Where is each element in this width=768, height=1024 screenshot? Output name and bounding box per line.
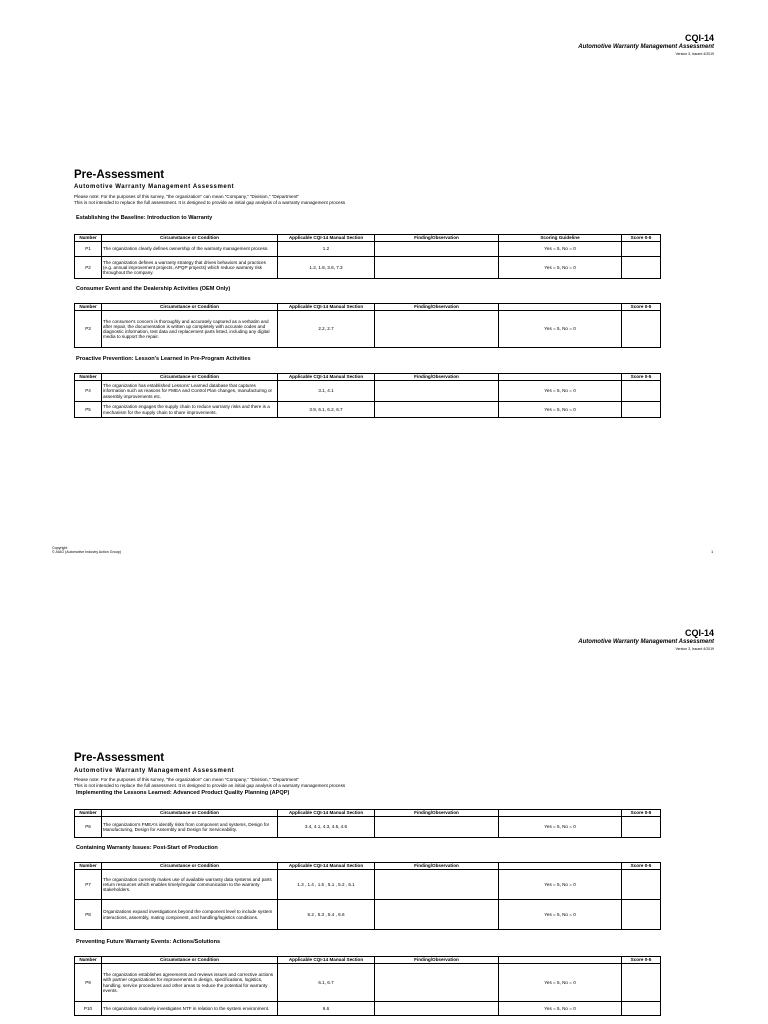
col-header: Score 0-5 — [622, 957, 661, 964]
row-score[interactable] — [622, 257, 661, 279]
col-header: Score 0-5 — [622, 304, 661, 311]
row-score[interactable] — [622, 817, 661, 838]
col-header: Finding/Observation — [375, 957, 499, 964]
col-header: Circumstance or Condition — [102, 863, 278, 870]
row-condition: The organization has established Lessons' Learned database that captures information such as reasons for FMEA and Control Plan changes, manufacturing or assembly improvements etc. — [102, 381, 278, 402]
row-number: P10 — [75, 1002, 102, 1016]
row-manual-section: 5.2 , 5.3 , 5.4 , 6.6 — [278, 900, 375, 930]
doc-subtitle: Automotive Warranty Management Assessment — [578, 639, 714, 645]
doc-code: CQI-14 — [684, 33, 714, 43]
section-title: Proactive Prevention: Lesson's Learned in Pre-Program Activities — [76, 356, 251, 362]
table-row — [75, 242, 661, 257]
row-score[interactable] — [622, 311, 661, 348]
section-title: Consumer Event and the Dealership Activities (OEM Only) — [76, 286, 231, 292]
note-purpose: Please note: For the purposes of this survey, "the organization" can mean "Company," "Division," "Department" — [74, 777, 300, 782]
copyright-label: Copyright — [52, 546, 68, 550]
table-header-row — [75, 304, 661, 311]
row-number: P5 — [75, 402, 102, 418]
row-finding[interactable] — [375, 900, 499, 930]
col-header: Number — [75, 863, 102, 870]
note-disclaimer: This is not intended to replace the full assessment. It is designed to provide an initial gap analysis of a warranty management process — [74, 783, 346, 788]
col-header: Circumstance or Condition — [102, 304, 278, 311]
row-finding[interactable] — [375, 242, 499, 257]
col-header: Score 0-5 — [622, 863, 661, 870]
col-header: Applicable CQI-14 Manual Section — [278, 235, 375, 242]
row-condition: The organization establishes agreements and reviews issues and corrective actions with partner organizations for improvements in design, specifications, logistics, handling, service procedures and other areas to reduce the potential for warranty events. — [102, 964, 278, 1002]
section-title: Establishing the Baseline: Introduction to Warranty — [76, 215, 213, 221]
page-subtitle: Automotive Warranty Management Assessment — [74, 184, 235, 190]
table-header-row — [75, 374, 661, 381]
section-title: Implementing the Lessons Learned: Advanced Product Quality Planning (APQP) — [76, 790, 290, 796]
assessment-table — [74, 234, 661, 279]
col-header — [499, 304, 622, 311]
row-manual-section: 3.1, 4.1 — [278, 381, 375, 402]
table-header-row — [75, 235, 661, 242]
col-header: Circumstance or Condition — [102, 235, 278, 242]
row-condition: The organization currently makes use of available warranty data systems and parts return resources which enables timely/regular communication to the warranty stakeholders. — [102, 870, 278, 900]
assessment-table — [74, 956, 661, 1016]
row-condition: The organization's FMEA's identify risks from component and systems, Design for Manufacturing, Design for Assembly and Design for Serviceability. — [102, 817, 278, 838]
copyright-footer — [52, 546, 121, 555]
page-title: Pre-Assessment — [74, 752, 165, 764]
row-condition: The organization routinely investigates NTF in relation to the system environment. — [102, 1002, 278, 1016]
col-header: Number — [75, 235, 102, 242]
doc-version: Version 3, Issued 4/2019 — [675, 647, 714, 651]
table-row — [75, 870, 661, 900]
row-finding[interactable] — [375, 257, 499, 279]
row-guideline: Yes = 5, No = 0 — [499, 381, 622, 402]
col-header: Number — [75, 374, 102, 381]
row-guideline: Yes = 5, No = 0 — [499, 900, 622, 930]
col-header: Circumstance or Condition — [102, 374, 278, 381]
section-title: Preventing Future Warranty Events: Actions/Solutions — [76, 939, 221, 945]
row-manual-section: 3.9, 6.1, 6.2, 6.7 — [278, 402, 375, 418]
row-finding[interactable] — [375, 381, 499, 402]
row-guideline: Yes = 5, No = 0 — [499, 257, 622, 279]
row-number: P2 — [75, 257, 102, 279]
row-manual-section: 2.2, 2.7 — [278, 311, 375, 348]
row-score[interactable] — [622, 402, 661, 418]
note-purpose: Please note: For the purposes of this survey, "the organization" can mean "Company," "Division," "Department" — [74, 194, 300, 199]
col-header: Number — [75, 810, 102, 817]
col-header: Applicable CQI-14 Manual Section — [278, 957, 375, 964]
col-header: Finding/Observation — [375, 374, 499, 381]
row-guideline: Yes = 5, No = 0 — [499, 817, 622, 838]
col-header: Scoring Guideline — [499, 235, 622, 242]
col-header: Finding/Observation — [375, 304, 499, 311]
page-number: 1 — [711, 549, 714, 554]
col-header: Number — [75, 957, 102, 964]
row-score[interactable] — [622, 381, 661, 402]
table-row — [75, 817, 661, 838]
row-guideline: Yes = 5, No = 0 — [499, 964, 622, 1002]
row-number: P3 — [75, 311, 102, 348]
doc-subtitle: Automotive Warranty Management Assessment — [578, 44, 714, 50]
col-header — [499, 810, 622, 817]
col-header: Finding/Observation — [375, 235, 499, 242]
row-condition: The organization clearly defines ownership of the warranty management process. — [102, 242, 278, 257]
copyright-holder: © AIAG (Automotive Industry Action Group) — [52, 550, 121, 555]
row-manual-section: 1.3 , 1.4 , 1.5 , 5.1 , 5.2 , 6.1 — [278, 870, 375, 900]
row-manual-section: 6.6 — [278, 1002, 375, 1016]
table-row — [75, 1002, 661, 1016]
page-title: Pre-Assessment — [74, 169, 165, 181]
row-finding[interactable] — [375, 870, 499, 900]
table-header-row — [75, 810, 661, 817]
row-condition: The organization defines a warranty strategy that drives behaviors and practices (e.g. annual improvement projects, APQP projects) which reduce warranty risk throughout the company. — [102, 257, 278, 279]
doc-code: CQI-14 — [684, 628, 714, 638]
col-header: Score 0-5 — [622, 374, 661, 381]
doc-version: Version 3, Issued 4/2019 — [675, 52, 714, 56]
col-header — [499, 374, 622, 381]
assessment-table — [74, 862, 661, 930]
col-header: Number — [75, 304, 102, 311]
col-header — [499, 863, 622, 870]
row-condition: The organization engages the supply chain to reduce warranty risks and there is a mechanism for the supply chain to share improvements. — [102, 402, 278, 418]
row-guideline: Yes = 5, No = 0 — [499, 870, 622, 900]
row-number: P4 — [75, 381, 102, 402]
col-header: Circumstance or Condition — [102, 810, 278, 817]
col-header: Applicable CQI-14 Manual Section — [278, 304, 375, 311]
table-row — [75, 311, 661, 348]
row-manual-section: 1.2, 1.8, 3.6, 7.3 — [278, 257, 375, 279]
row-number: P7 — [75, 870, 102, 900]
table-row — [75, 964, 661, 1002]
row-finding[interactable] — [375, 817, 499, 838]
row-number: P9 — [75, 964, 102, 1002]
row-number: P8 — [75, 900, 102, 930]
assessment-table — [74, 303, 661, 348]
table-header-row — [75, 957, 661, 964]
row-score[interactable] — [622, 242, 661, 257]
row-finding[interactable] — [375, 402, 499, 418]
table-header-row — [75, 863, 661, 870]
row-manual-section: 1.2 — [278, 242, 375, 257]
row-condition: The consumer's concern is thoroughly and accurately captured as a verbatim and after repair, the documentation is written up completely with accurate codes and diagnostic information, test data and replacement parts listed, including any digital media to support the repair. — [102, 311, 278, 348]
row-guideline: Yes = 5, No = 0 — [499, 311, 622, 348]
row-finding[interactable] — [375, 311, 499, 348]
row-score[interactable] — [622, 870, 661, 900]
row-guideline: Yes = 5, No = 0 — [499, 402, 622, 418]
row-manual-section: 3.4, 4.1, 4.3, 4.5, 4.6 — [278, 817, 375, 838]
row-score[interactable] — [622, 964, 661, 1002]
col-header — [499, 957, 622, 964]
col-header: Score 0-5 — [622, 235, 661, 242]
row-finding[interactable] — [375, 964, 499, 1002]
row-finding[interactable] — [375, 1002, 499, 1016]
table-row — [75, 402, 661, 418]
page-subtitle: Automotive Warranty Management Assessment — [74, 768, 235, 774]
col-header: Score 0-5 — [622, 810, 661, 817]
table-row — [75, 381, 661, 402]
note-disclaimer: This is not intended to replace the full assessment. It is designed to provide an initial gap analysis of a warranty management process — [74, 200, 346, 205]
assessment-table — [74, 373, 661, 418]
table-row — [75, 257, 661, 279]
col-header: Applicable CQI-14 Manual Section — [278, 810, 375, 817]
row-manual-section: 6.1, 6.7 — [278, 964, 375, 1002]
col-header: Applicable CQI-14 Manual Section — [278, 863, 375, 870]
col-header: Finding/Observation — [375, 863, 499, 870]
row-number: P1 — [75, 242, 102, 257]
col-header: Finding/Observation — [375, 810, 499, 817]
row-number: P6 — [75, 817, 102, 838]
assessment-table — [74, 809, 661, 838]
col-header: Circumstance or Condition — [102, 957, 278, 964]
row-score[interactable] — [622, 1002, 661, 1016]
row-guideline: Yes = 5, No = 0 — [499, 242, 622, 257]
row-guideline: Yes = 5, No = 0 — [499, 1002, 622, 1016]
row-score[interactable] — [622, 900, 661, 930]
table-row — [75, 900, 661, 930]
row-condition: Organizations expand investigations beyond the component level to include system interactions, assembly, mating component, and handling/logistics conditions. — [102, 900, 278, 930]
section-title: Containing Warranty Issues: Post-Start of Production — [76, 845, 218, 851]
col-header: Applicable CQI-14 Manual Section — [278, 374, 375, 381]
